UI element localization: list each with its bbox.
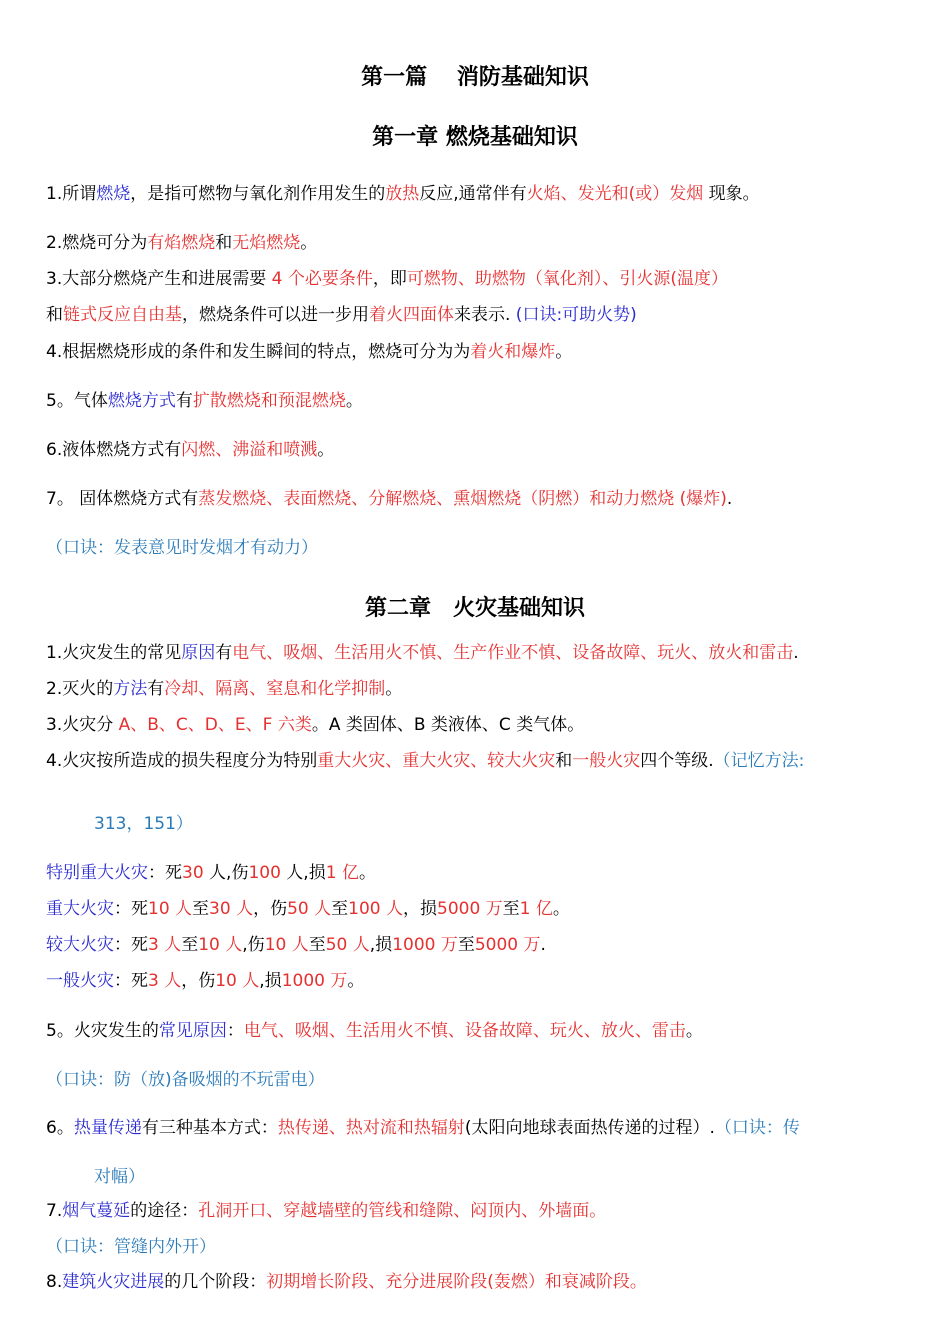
- text-segment: 7.: [46, 1201, 63, 1221]
- text-segment: 人,伤: [203, 863, 249, 883]
- text-segment: 30: [182, 863, 204, 883]
- paragraph-line: [46, 641, 799, 665]
- text-segment: 的几个阶段：: [164, 1272, 267, 1292]
- paragraph-line: [46, 1199, 606, 1223]
- text-segment: 10 人: [264, 935, 309, 955]
- mnemonic-line: [46, 1068, 325, 1092]
- fire-level-line: [46, 861, 376, 885]
- text-segment: 至: [457, 935, 475, 955]
- text-segment: 10 人: [215, 971, 260, 991]
- text-segment: 燃烧方式: [107, 391, 176, 411]
- paragraph-line: [46, 1270, 647, 1294]
- chapter-2-title: 第二章 火灾基础知识: [364, 595, 585, 621]
- text-segment: 4.根据燃烧形成的条件和发生瞬间的特点，燃烧可分为为: [46, 342, 471, 362]
- text-segment: 特别重大火灾: [46, 863, 148, 883]
- text-segment: ，燃烧条件可以进一步用: [182, 305, 369, 325]
- text-segment: 。: [552, 899, 570, 919]
- text-segment: 蒸发燃烧、表面燃烧、分解燃烧、熏烟燃烧（阴燃）和动力燃烧 (爆炸): [198, 489, 727, 509]
- text-segment: 。: [555, 342, 573, 362]
- text-segment: 火焰、发光和(或）发烟: [526, 184, 704, 204]
- mnemonic-line: [46, 1235, 216, 1259]
- text-segment: 6。: [46, 1118, 74, 1138]
- text-segment: 和: [215, 233, 233, 253]
- text-segment: 现象。: [703, 184, 760, 204]
- text-segment: (口诀:可助火势): [510, 305, 637, 325]
- text-segment: ，是指可燃物与氧化剂作用发生的: [130, 184, 386, 204]
- text-segment: 至: [308, 935, 326, 955]
- text-segment: ：死: [148, 863, 182, 883]
- text-segment: 常见原因: [158, 1021, 227, 1041]
- text-segment: 8.: [46, 1272, 63, 1292]
- text-segment: 6.液体燃烧方式有: [46, 440, 182, 460]
- text-segment: 100 人: [348, 899, 403, 919]
- text-segment: 一般火灾: [572, 751, 641, 771]
- text-segment: 3 人: [148, 971, 182, 991]
- fire-level-line: [46, 933, 546, 957]
- text-segment: 1000 万: [281, 971, 348, 991]
- text-segment: .: [540, 935, 546, 955]
- paragraph-line: [46, 749, 804, 773]
- paragraph-line: [46, 303, 637, 327]
- text-segment: 3 人: [148, 935, 182, 955]
- text-segment: 。: [685, 1021, 703, 1041]
- text-segment: 方法: [113, 679, 148, 699]
- text-segment: 来表示.: [454, 305, 511, 325]
- text-segment: ，损: [403, 899, 437, 919]
- text-segment: 5000 万: [437, 899, 503, 919]
- text-segment: （口诀：管缝内外开）: [46, 1237, 216, 1257]
- text-segment: 重大火灾、重大火灾、较大火灾: [317, 751, 556, 771]
- text-segment: 和: [46, 305, 63, 325]
- text-segment: ：死: [114, 899, 148, 919]
- text-segment: 电气、吸烟、生活用火不慎、设备故障、玩火、放火、雷击: [243, 1021, 686, 1041]
- text-segment: 5000 万: [474, 935, 541, 955]
- text-segment: 1.火灾发生的常见: [46, 643, 182, 663]
- text-segment: ，即: [372, 269, 407, 289]
- text-segment: 。: [300, 233, 318, 253]
- paragraph-line: [46, 340, 572, 364]
- text-segment: ：: [226, 1021, 244, 1041]
- text-segment: 。: [317, 440, 335, 460]
- text-segment: A、B、C、D、E、F 六类: [113, 715, 312, 735]
- text-segment: 初期增长阶段、充分进展阶段(轰燃）和衰减阶段。: [266, 1272, 647, 1292]
- paragraph-line: [46, 182, 760, 206]
- paragraph-line: [46, 438, 334, 462]
- text-segment: 4 个必要条件: [266, 269, 373, 289]
- text-segment: 有: [175, 391, 193, 411]
- text-segment: ，伤: [181, 971, 216, 991]
- text-segment: 原因: [181, 643, 216, 663]
- mnemonic-line: [46, 536, 318, 560]
- text-segment: ,损: [259, 971, 282, 991]
- text-segment: 有三种基本方式：: [141, 1118, 278, 1138]
- text-segment: 至: [181, 935, 199, 955]
- text-segment: 孔洞开口、穿越墙壁的管线和缝隙、闷顶内、外墙面。: [198, 1201, 607, 1221]
- text-segment: 闪燃、沸溢和喷溅: [181, 440, 318, 460]
- paragraph-line: [46, 389, 363, 413]
- text-segment: 链式反应自由基: [63, 305, 182, 325]
- text-segment: 至: [192, 899, 210, 919]
- paragraph-line: [46, 267, 728, 291]
- text-segment: 和: [555, 751, 573, 771]
- text-segment: 建筑火灾进展: [62, 1272, 165, 1292]
- paragraph-line: [46, 231, 317, 255]
- paragraph-line: [94, 812, 193, 836]
- text-segment: ：死: [114, 971, 148, 991]
- chapter-1-title: 第一章 燃烧基础知识: [372, 124, 578, 150]
- text-segment: 5。气体: [46, 391, 108, 411]
- text-segment: 5。火灾发生的: [46, 1021, 159, 1041]
- text-segment: ：死: [114, 935, 148, 955]
- text-segment: 有: [215, 643, 233, 663]
- text-segment: 3.大部分燃烧产生和进展需要: [46, 269, 267, 289]
- text-segment: 四个等级.: [640, 751, 714, 771]
- text-segment: 至: [331, 899, 349, 919]
- text-segment: 。: [347, 971, 365, 991]
- paragraph-line: [46, 677, 402, 701]
- text-segment: 3.火灾分: [46, 715, 114, 735]
- text-segment: 10 人: [148, 899, 193, 919]
- text-segment: (太阳向地球表面热传递的过程）.: [464, 1118, 715, 1138]
- text-segment: 至: [502, 899, 520, 919]
- text-segment: 100: [248, 863, 281, 883]
- text-segment: （口诀：传: [714, 1118, 800, 1138]
- text-segment: 扩散燃烧和预混燃烧: [192, 391, 346, 411]
- paragraph-line: [46, 713, 584, 737]
- text-segment: 一般火灾: [46, 971, 114, 991]
- text-segment: 4.火灾按所造成的损失程度分为特别: [46, 751, 318, 771]
- text-segment: 10 人: [198, 935, 243, 955]
- text-segment: 热量传递: [73, 1118, 142, 1138]
- text-segment: 人,损: [280, 863, 326, 883]
- text-segment: 烟气蔓延: [62, 1201, 131, 1221]
- fire-level-line: [46, 897, 570, 921]
- text-segment: 2.燃烧可分为: [46, 233, 148, 253]
- text-segment: 无焰燃烧: [232, 233, 301, 253]
- text-segment: 冷却、隔离、窒息和化学抑制: [164, 679, 386, 699]
- text-segment: ,伤: [242, 935, 265, 955]
- text-segment: 反应,通常伴有: [419, 184, 527, 204]
- text-segment: 重大火灾: [46, 899, 114, 919]
- text-segment: （记忆方法:: [713, 751, 805, 771]
- text-segment: .: [793, 643, 799, 663]
- text-segment: 1 亿: [519, 899, 553, 919]
- text-segment: 着火四面体: [369, 305, 454, 325]
- text-segment: 7。 固体燃烧方式有: [46, 489, 199, 509]
- text-segment: 对幅）: [94, 1167, 145, 1187]
- text-segment: 着火和爆炸: [470, 342, 556, 362]
- text-segment: 的途径：: [130, 1201, 199, 1221]
- text-segment: 可燃物、助燃物（氧化剂）、引火源(温度）: [406, 269, 728, 289]
- text-segment: 。A 类固体、B 类液体、C 类气体。: [311, 715, 585, 735]
- text-segment: 电气、吸烟、生活用火不慎、生产作业不慎、设备故障、玩火、放火和雷击: [232, 643, 794, 663]
- text-segment: 50 人: [287, 899, 332, 919]
- text-segment: 。: [358, 863, 376, 883]
- text-segment: 有: [147, 679, 165, 699]
- paragraph-line: [46, 1019, 703, 1043]
- mnemonic-line: [94, 1165, 145, 1189]
- paragraph-line: [46, 1116, 800, 1140]
- text-segment: 燃烧: [96, 184, 131, 204]
- text-segment: 1000 万: [392, 935, 458, 955]
- text-segment: （口诀：发表意见时发烟才有动力）: [46, 538, 318, 558]
- text-segment: 1 亿: [325, 863, 359, 883]
- text-segment: 1.所谓: [46, 184, 97, 204]
- paragraph-line: [46, 487, 732, 511]
- text-segment: 。: [385, 679, 403, 699]
- text-segment: 2.灭火的: [46, 679, 114, 699]
- text-segment: 。: [345, 391, 363, 411]
- text-segment: 有焰燃烧: [147, 233, 216, 253]
- text-segment: ，伤: [253, 899, 288, 919]
- text-segment: 313，151）: [94, 814, 193, 834]
- part-title: 第一篇 消防基础知识: [361, 64, 589, 90]
- text-segment: 放热: [385, 184, 420, 204]
- text-segment: （口诀：防（放)备吸烟的不玩雷电）: [46, 1070, 325, 1090]
- text-segment: 较大火灾: [46, 935, 114, 955]
- text-segment: ,损: [369, 935, 393, 955]
- text-segment: 热传递、热对流和热辐射: [277, 1118, 465, 1138]
- text-segment: 50 人: [325, 935, 370, 955]
- fire-level-line: [46, 969, 364, 993]
- text-segment: 30 人: [209, 899, 254, 919]
- text-segment: .: [726, 489, 733, 509]
